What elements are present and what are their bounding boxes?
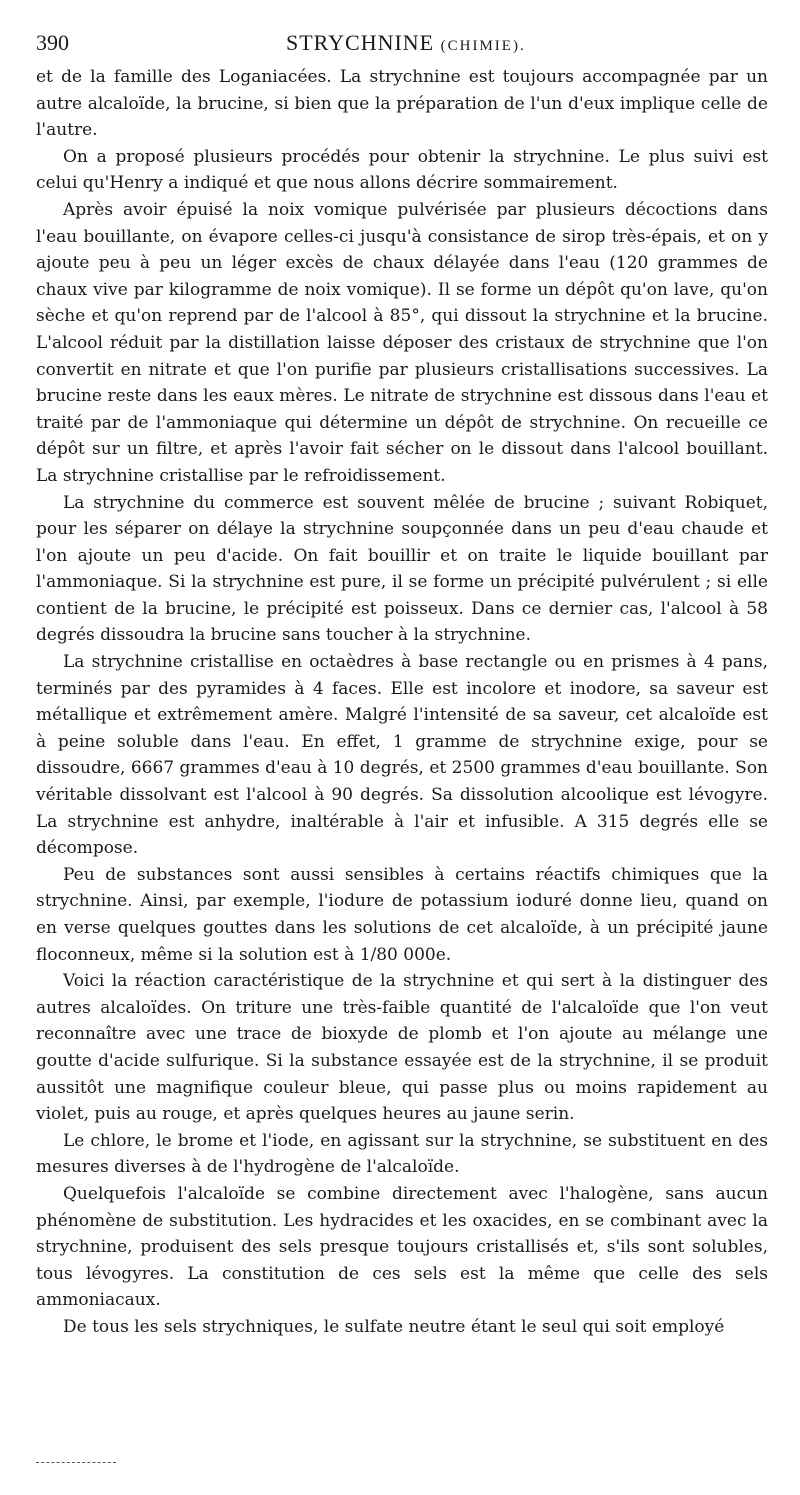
paragraph: Quelquefois l'alcaloïde se combine directement avec l'halogène, sans aucun phénomène de substitution. Les hydracides et les oxacides, en se combinant avec la strychnine, produisent des sels presque toujours cristallisés et, s'ils sont solubles, tous lévogyres. La constitution de ces sels est la même que celle des sels ammoniacaux.	[36, 1183, 768, 1311]
running-head	[286, 30, 526, 56]
paragraph: Voici la réaction caractéristique de la strychnine et qui sert à la distinguer des autres alcaloïdes. On triture une très-faible quantité de l'alcaloïde que l'on veut reconnaître avec une trace de bioxyde de plomb et l'on ajoute au mélange une goutte d'acide sulfurique. Si la substance essayée est de la strychnine, il se produit aussitôt une magnifique couleur bleue, qui passe plus ou moins rapidement au violet, puis au rouge, et après quelques heures au jaune serin.	[36, 971, 768, 1125]
page-header	[36, 28, 768, 64]
running-subtitle: (CHIMIE).	[440, 38, 526, 54]
paragraph: et de la famille des Loganiacées. La strychnine est toujours accompagnée par un autre alcaloïde, la brucine, si bien que la préparation de l'un d'eux implique celle de l'autre.	[36, 67, 768, 141]
paragraph: La strychnine du commerce est souvent mêlée de brucine ; suivant Robiquet, pour les séparer on délaye la strychnine soupçonnée dans un peu d'eau chaude et l'on ajoute un peu d'acide. On fait bouillir et on traite le liquide bouillant par l'ammoniaque. Si la strychnine est pure, il se forme un précipité pulvérulent ; si elle contient de la brucine, le précipité est poisseux. Dans ce dernier cas, l'alcool à 58 degrés dissoudra la brucine sans toucher à la strychnine.	[36, 492, 768, 646]
paragraph: De tous les sels strychniques, le sulfate neutre étant le seul qui soit employé	[63, 1316, 725, 1337]
footnote-rule	[36, 1462, 116, 1463]
book-page	[36, 28, 768, 1341]
paragraph: Le chlore, le brome et l'iode, en agissant sur la strychnine, se substituent en des mesures diverses à de l'hydrogène de l'alcaloïde.	[36, 1130, 768, 1178]
running-title: STRYCHNINE	[286, 30, 435, 55]
page-number: 390	[36, 30, 69, 55]
paragraph: Après avoir épuisé la noix vomique pulvérisée par plusieurs décoctions dans l'eau bouillante, on évapore celles-ci jusqu'à consistance de sirop très-épais, et on y ajoute peu à peu un léger excès de chaux délayée dans l'eau (120 grammes de chaux vive par kilogramme de noix vomique). Il se forme un dépôt qu'on lave, qu'on sèche et qu'on reprend par de l'alcool à 85°, qui dissout la strychnine et la brucine. L'alcool réduit par la distillation laisse déposer des cristaux de strychnine que l'on convertit en nitrate et que l'on purifie par plusieurs cristallisations successives. La brucine reste dans les eaux mères. Le nitrate de strychnine est dissous dans l'eau et traité par de l'ammoniaque qui détermine un dépôt de strychnine. On recueille ce dépôt sur un filtre, et après l'avoir fait sécher on le dissout dans l'alcool bouillant. La strychnine cristallise par le refroidissement.	[36, 199, 768, 486]
body-text	[36, 64, 768, 1341]
paragraph: On a proposé plusieurs procédés pour obtenir la strychnine. Le plus suivi est celui qu'Henry a indiqué et que nous allons décrire sommairement.	[36, 146, 768, 194]
paragraph: Peu de substances sont aussi sensibles à certains réactifs chimiques que la strychnine. Ainsi, par exemple, l'iodure de potassium ioduré donne lieu, quand on en verse quelques gouttes dans les solutions de cet alcaloïde, à un précipité jaune floconneux, même si la solution est à 1/80 000e.	[36, 864, 768, 965]
paragraph: La strychnine cristallise en octaèdres à base rectangle ou en prismes à 4 pans, terminés par des pyramides à 4 faces. Elle est incolore et inodore, sa saveur est métallique et extrêmement amère. Malgré l'intensité de sa saveur, cet alcaloïde est à peine soluble dans l'eau. En effet, 1 gramme de strychnine exige, pour se dissoudre, 6667 grammes d'eau à 10 degrés, et 2500 grammes d'eau bouillante. Son véritable dissolvant est l'alcool à 90 degrés. Sa dissolution alcoolique est lévogyre. La strychnine est anhydre, inaltérable à l'air et infusible. A 315 degrés elle se décompose.	[36, 652, 768, 859]
